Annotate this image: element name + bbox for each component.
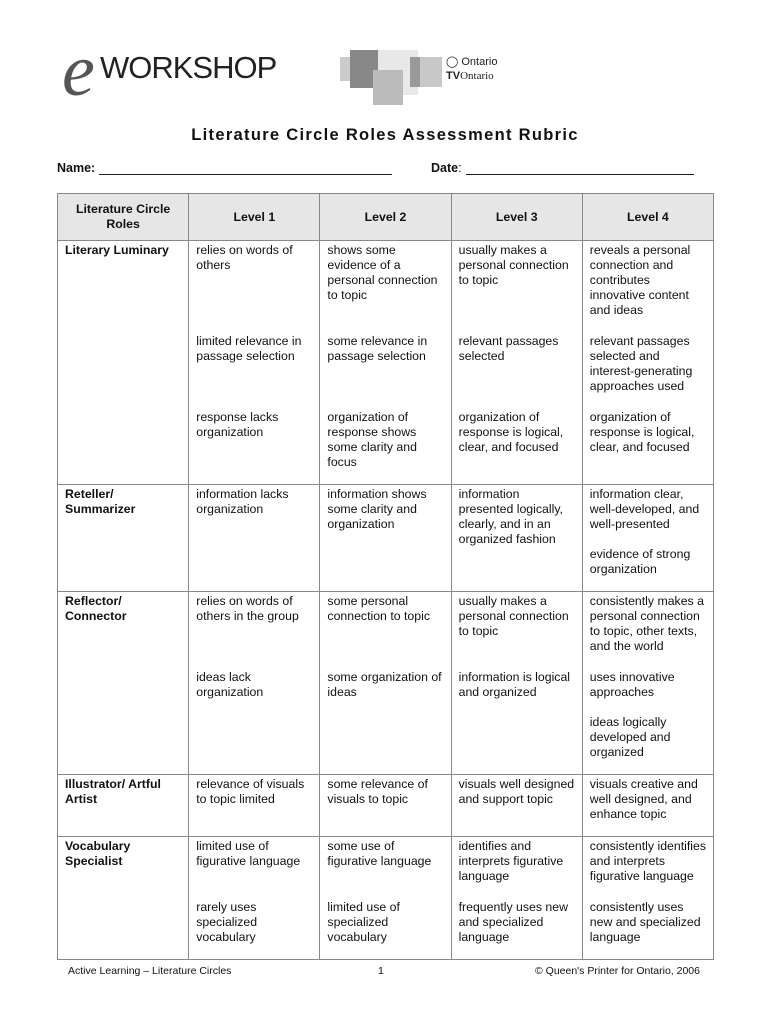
footer-right: © Queen's Printer for Ontario, 2006 xyxy=(535,965,700,977)
role-cell: Reteller/ Summarizer xyxy=(58,485,189,592)
eworkshop-logo xyxy=(62,30,292,112)
level-1-cell xyxy=(189,898,320,960)
level-2-cell xyxy=(320,898,451,960)
level-3-cell xyxy=(451,837,582,899)
header-4: Level 4 xyxy=(582,194,713,241)
role-cell: Vocabulary Specialist xyxy=(58,837,189,899)
role-cell xyxy=(58,898,189,960)
criterion-text: information is logical and organized xyxy=(458,670,571,699)
criterion-text: some relevance in passage selection xyxy=(327,334,428,363)
level-2-cell xyxy=(320,408,451,485)
criterion-text: organization of response is logical, clear, and focused xyxy=(589,410,695,454)
role-cell: Literary Luminary xyxy=(58,241,189,333)
level-3-cell xyxy=(451,898,582,960)
criterion-text: organization of response is logical, clear, and focused xyxy=(458,410,564,454)
level-3-cell xyxy=(451,592,582,669)
criterion-text: limited use of specialized vocabulary xyxy=(327,900,400,944)
criterion-text: visuals well designed and support topic xyxy=(458,777,575,806)
criterion-text: organization of response shows some clarity and focus xyxy=(327,410,417,469)
criterion-text: consistently uses new and specialized language xyxy=(589,900,701,944)
criterion-text: some relevance of visuals to topic xyxy=(327,777,428,806)
criterion-text: usually makes a personal connection to topic xyxy=(458,594,569,638)
table-row xyxy=(58,592,714,669)
level-4-cell xyxy=(582,775,713,837)
date-colon: : xyxy=(458,161,462,175)
page-number: 1 xyxy=(378,965,384,977)
logo-text: WORKSHOP xyxy=(100,50,277,85)
level-3-cell xyxy=(451,332,582,408)
logo-e: e xyxy=(62,30,95,112)
criterion-text: reveals a personal connection and contributes innovative content and ideas xyxy=(589,243,691,317)
date-label: Date xyxy=(431,161,459,175)
level-4-cell xyxy=(582,592,713,669)
level-4-cell xyxy=(582,898,713,960)
criterion-text: shows some evidence of a personal connection to topic xyxy=(327,243,438,302)
level-3-cell xyxy=(451,668,582,775)
level-3-cell xyxy=(451,408,582,485)
level-2-cell xyxy=(320,775,451,837)
criterion-text: information lacks organization xyxy=(196,487,289,516)
criterion-text: consistently identifies and interprets figurative language xyxy=(589,839,706,883)
role-cell xyxy=(58,332,189,408)
criterion-text: relevant passages selected and interest-generating approaches used xyxy=(589,334,693,393)
tv-text: TV xyxy=(446,70,461,82)
role-cell: Illustrator/ Artful Artist xyxy=(58,775,189,837)
level-4-cell xyxy=(582,241,713,333)
criterion-text: relevance of visuals to topic limited xyxy=(196,777,305,806)
criterion-text: evidence of strong organization xyxy=(589,547,691,576)
footer-left: Active Learning – Literature Circles xyxy=(68,965,232,977)
date-line[interactable] xyxy=(466,162,694,175)
criterion-text: ideas lack organization xyxy=(196,670,264,699)
table-row xyxy=(58,898,714,960)
header-3: Level 3 xyxy=(451,194,582,241)
level-1-cell xyxy=(189,241,320,333)
level-1-cell xyxy=(189,408,320,485)
criterion-text: ideas logically developed and organized xyxy=(589,715,671,759)
criterion-text: usually makes a personal connection to topic xyxy=(458,243,569,287)
criterion-text: information presented logically, clearly, and in an organized fashion xyxy=(458,487,563,546)
level-2-cell xyxy=(320,592,451,669)
level-2-cell xyxy=(320,837,451,899)
table-row xyxy=(58,332,714,408)
criterion-text: consistently makes a personal connection to topic, other texts, and the world xyxy=(589,594,704,653)
name-label: Name: xyxy=(57,161,96,175)
date-field[interactable] xyxy=(431,161,694,175)
table-row xyxy=(58,775,714,837)
level-3-cell xyxy=(451,775,582,837)
criterion-text: information shows some clarity and organization xyxy=(327,487,427,531)
name-field[interactable] xyxy=(57,161,392,175)
criterion-text: limited relevance in passage selection xyxy=(196,334,302,363)
ontario-text: Ontario xyxy=(461,56,498,68)
table-row xyxy=(58,241,714,333)
criterion-text: rarely uses specialized vocabulary xyxy=(196,900,258,944)
level-4-cell xyxy=(582,408,713,485)
criterion-text: relies on words of others xyxy=(196,243,293,272)
level-1-cell xyxy=(189,775,320,837)
criterion-text: response lacks organization xyxy=(196,410,279,439)
criterion-text: frequently uses new and specialized language xyxy=(458,900,568,944)
header-0: Literature Circle Roles xyxy=(58,194,189,241)
level-4-cell xyxy=(582,332,713,408)
ontario-logos: ◯ Ontario TVOntario xyxy=(446,56,498,82)
level-1-cell xyxy=(189,668,320,775)
decorative-squares xyxy=(340,45,450,105)
criterion-text: uses innovative approaches xyxy=(589,670,675,699)
level-1-cell xyxy=(189,332,320,408)
criterion-text: visuals creative and well designed, and enhance topic xyxy=(589,777,698,821)
page-title: Literature Circle Roles Assessment Rubric xyxy=(191,126,579,144)
level-4-cell xyxy=(582,668,713,775)
tvontario-text: Ontario xyxy=(460,70,494,82)
table-row xyxy=(58,408,714,485)
table-row xyxy=(58,837,714,899)
criterion-text: some personal connection to topic xyxy=(327,594,430,623)
level-2-cell xyxy=(320,241,451,333)
level-2-cell xyxy=(320,668,451,775)
header-2: Level 2 xyxy=(320,194,451,241)
table-row xyxy=(58,485,714,592)
role-cell: Reflector/ Connector xyxy=(58,592,189,669)
level-3-cell xyxy=(451,241,582,333)
level-1-cell xyxy=(189,485,320,592)
table-row xyxy=(58,668,714,775)
criterion-text: relies on words of others in the group xyxy=(196,594,299,623)
criterion-text: some organization of ideas xyxy=(327,670,442,699)
criterion-text: identifies and interprets figurative language xyxy=(458,839,564,883)
level-4-cell xyxy=(582,837,713,899)
level-1-cell xyxy=(189,592,320,669)
criterion-text: information clear, well-developed, and well-presented xyxy=(589,487,700,531)
level-3-cell xyxy=(451,485,582,592)
level-1-cell xyxy=(189,837,320,899)
level-4-cell xyxy=(582,485,713,592)
level-2-cell xyxy=(320,485,451,592)
role-cell xyxy=(58,408,189,485)
criterion-text: some use of figurative language xyxy=(327,839,432,868)
rubric-table xyxy=(57,193,714,960)
role-cell xyxy=(58,668,189,775)
criterion-text: limited use of figurative language xyxy=(196,839,301,868)
criterion-text: relevant passages selected xyxy=(458,334,559,363)
header-1: Level 1 xyxy=(189,194,320,241)
name-line[interactable] xyxy=(99,162,392,175)
level-2-cell xyxy=(320,332,451,408)
